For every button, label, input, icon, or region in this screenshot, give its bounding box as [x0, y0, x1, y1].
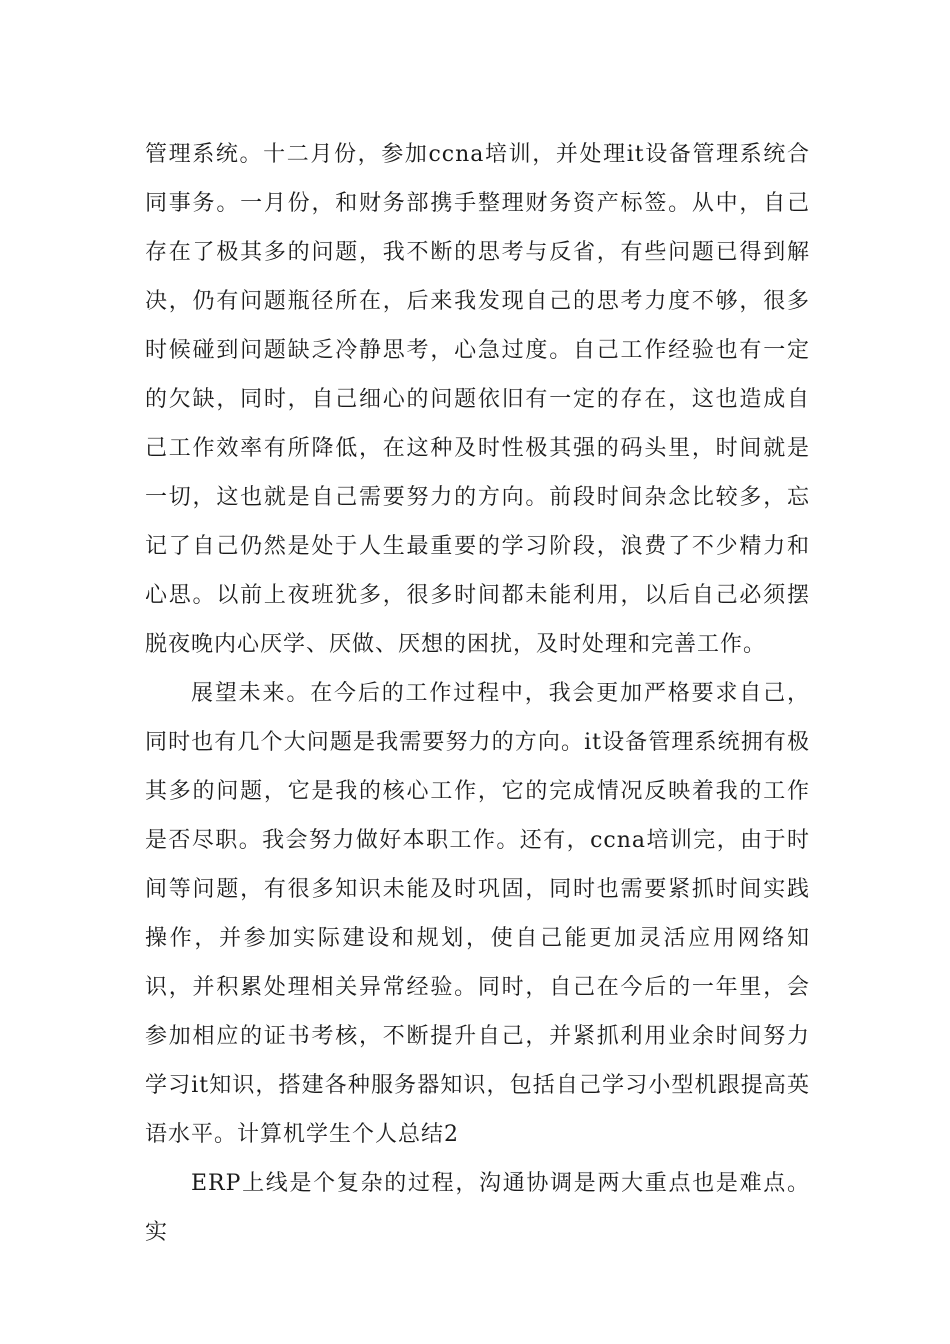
paragraph-1: 管理系统。十二月份，参加ccna培训，并处理it设备管理系统合同事务。一月份，和财务部携手整理财务资产标签。从中，自己存在了极其多的问题，我不断的思考与反省，有些问题已得到解决，仍有问题瓶径所在，后来我发现自己的思考力度不够，很多时候碰到问题缺乏冷静思考，心急过度。自己工作经验也有一定的欠缺，同时，自己细心的问题依旧有一定的存在，这也造成自己工作效率有所降低，在这种及时性极其强的码头里，时间就是一切，这也就是自己需要努力的方向。前段时间杂念比较多，忘记了自己仍然是处于人生最重要的学习阶段，浪费了不少精力和心思。以前上夜班犹多，很多时间都未能利用，以后自己必须摆脱夜晚内心厌学、厌做、厌想的困扰，及时处理和完善工作。	[145, 142, 810, 657]
paragraph-2: 展望未来。在今后的工作过程中，我会更加严格要求自己，同时也有几个大问题是我需要努力的方向。it设备管理系统拥有极其多的问题，它是我的核心工作，它的完成情况反映着我的工作是否尽职。我会努力做好本职工作。还有，ccna培训完，由于时间等问题，有很多知识未能及时巩固，同时也需要紧抓时间实践操作，并参加实际建设和规划，使自己能更加灵活应用网络知识，并积累处理相关异常经验。同时，自己在今后的一年里，会参加相应的证书考核，不断提升自己，并紧抓利用业余时间努力学习it知识，搭建各种服务器知识，包括自己学习小型机跟提高英语水平。计算机学生个人总结2	[145, 681, 810, 1147]
document-body	[145, 130, 810, 1257]
paragraph-3: ERP上线是个复杂的过程，沟通协调是两大重点也是难点。实	[145, 1171, 810, 1245]
